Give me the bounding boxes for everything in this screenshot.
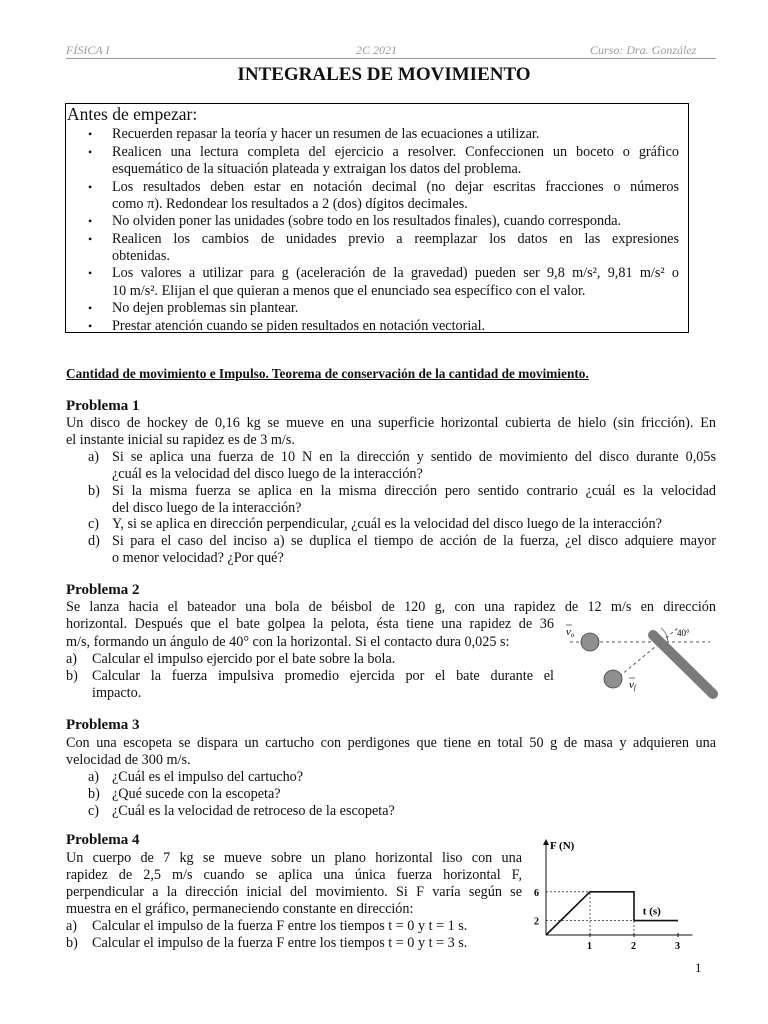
- intro-item-line: esquemático de la situación plateada y extraigan los datos del problema.: [112, 161, 522, 177]
- bullet-icon: •: [88, 127, 93, 141]
- x-tick-label: 3: [675, 941, 680, 952]
- intro-item-line: No olviden poner las unidades (sobre todo en los resultados finales), cuando corresponda.: [112, 213, 622, 229]
- intro-heading: Antes de empezar:: [67, 104, 198, 124]
- statement-line: perpendicular a la dirección inicial del movimiento. Si F varía según se: [66, 884, 522, 900]
- page-title: INTEGRALES DE MOVIMIENTO: [237, 64, 531, 85]
- item-label: a): [66, 651, 78, 667]
- force-time-chart: [520, 835, 720, 955]
- bullet-icon: •: [88, 232, 93, 246]
- statement-line: horizontal. Después que el bate golpea la pelota, ésta tiene una rapidez de 36: [66, 616, 554, 632]
- item-line: Calcular el impulso ejercido por el bate sobre la bola.: [92, 651, 396, 667]
- item-label: d): [88, 533, 100, 549]
- item-line: ¿Cuál es la velocidad de retroceso de la escopeta?: [112, 803, 395, 819]
- x-tick-label: 1: [587, 941, 592, 952]
- item-label: c): [88, 516, 100, 532]
- problem1-title: Problema 1: [66, 398, 140, 414]
- bat-shape: [653, 635, 713, 694]
- header-rule: [66, 58, 716, 59]
- item-line: Y, si se aplica en dirección perpendicular, ¿cuál es la velocidad del disco luego de la interacción?: [112, 516, 662, 532]
- statement-line: el instante inicial su rapidez es de 3 m/s.: [66, 432, 295, 448]
- intro-item-line: obtenidas.: [112, 248, 170, 264]
- y-axis-label: F (N): [550, 840, 575, 852]
- item-line: o menor velocidad? ¿Por qué?: [112, 550, 284, 566]
- intro-item-line: Los resultados deben estar en notación decimal (no dejar escritas fracciones o números: [112, 179, 679, 195]
- statement-line: Se lanza hacia el bateador una bola de béisbol de 120 g, con una rapidez de 12 m/s en dirección: [66, 599, 716, 615]
- header-teacher: Curso: Dra. González: [590, 43, 697, 57]
- bullet-icon: •: [88, 145, 93, 159]
- bullet-icon: •: [88, 180, 93, 194]
- item-label: b): [66, 668, 78, 684]
- item-line: Calcular el impulso de la fuerza F entre los tiempos t = 0 y t = 1 s.: [92, 918, 468, 934]
- y-tick-label: 2: [534, 916, 539, 928]
- item-line: del disco luego de la interacción?: [112, 500, 302, 516]
- item-line: ¿Cuál es el impulso del cartucho?: [112, 769, 304, 785]
- y-tick-label: 6: [534, 887, 539, 899]
- item-line: impacto.: [92, 685, 142, 701]
- item-label: c): [88, 803, 100, 819]
- item-label: a): [66, 918, 78, 934]
- item-label: b): [66, 935, 78, 951]
- item-line: Si se aplica una fuerza de 10 N en la dirección y sentido de movimiento del disco durante 0,05s: [112, 449, 716, 465]
- intro-item-line: Realicen los cambios de unidades previo a reemplazar los datos en las expresiones: [112, 231, 679, 247]
- item-label: a): [88, 769, 100, 785]
- ball-initial: [581, 633, 599, 651]
- statement-line: Con una escopeta se dispara un cartucho con perdigones que tiene en total 50 g de masa y adquieren una: [66, 735, 716, 751]
- item-line: ¿Qué sucede con la escopeta?: [112, 786, 281, 802]
- statement-line: muestra en el gráfico, permaneciendo constante en dirección:: [66, 901, 414, 917]
- page-number: 1: [695, 960, 702, 975]
- intro-item-line: como π). Redondear los resultados a 2 (dos) dígitos decimales.: [112, 196, 468, 212]
- item-line: Si para el caso del inciso a) se duplica el tiempo de acción de la fuerza, ¿el disco adquiere mayor: [112, 533, 716, 549]
- v-initial-label: vo: [566, 626, 575, 639]
- intro-item-line: No dejen problemas sin plantear.: [112, 300, 299, 316]
- section-title: Cantidad de movimiento e Impulso. Teorema de conservación de la cantidad de movimiento.: [66, 366, 589, 381]
- item-label: b): [88, 786, 100, 802]
- item-label: a): [88, 449, 100, 465]
- problem3-title: Problema 3: [66, 717, 140, 733]
- statement-line: rapidez de 2,5 m/s cuando se aplica una única fuerza horizontal F,: [66, 867, 522, 883]
- problem4-title: Problema 4: [66, 832, 140, 848]
- x-tick-label: 2: [631, 941, 636, 952]
- intro-item-line: Realicen una lectura completa del ejercicio a resolver. Confeccionen un boceto o gráfico: [112, 144, 679, 160]
- bullet-icon: •: [88, 301, 93, 315]
- angle-label: 40°: [677, 628, 690, 638]
- y-axis-arrow-icon: [543, 839, 549, 845]
- statement-line: m/s, formando un ángulo de 40° con la horizontal. Si el contacto dura 0,025 s:: [66, 634, 510, 650]
- header-period: 2C 2021: [356, 43, 398, 57]
- header-course: FÍSICA I: [66, 43, 110, 57]
- intro-item-line: Recuerden repasar la teoría y hacer un resumen de las ecuaciones a utilizar.: [112, 126, 540, 142]
- item-line: ¿cuál es la velocidad del disco luego de la interacción?: [112, 466, 423, 482]
- bullet-icon: •: [88, 214, 93, 228]
- baseball-figure: [560, 618, 720, 718]
- bullet-icon: •: [88, 319, 93, 333]
- intro-item-line: Los valores a utilizar para g (aceleración de la gravedad) pueden ser 9,8 m/s², 9,81 m/s² o: [112, 265, 679, 281]
- item-line: Calcular el impulso de la fuerza F entre los tiempos t = 0 y t = 3 s.: [92, 935, 468, 951]
- statement-line: Un cuerpo de 7 kg se mueve sobre un plano horizontal liso con una: [66, 850, 522, 866]
- item-line: Si la misma fuerza se aplica en la misma dirección pero sentido contrario ¿cuál es la velocidad: [112, 483, 716, 499]
- bullet-icon: •: [88, 266, 93, 280]
- statement-line: Un disco de hockey de 0,16 kg se mueve en una superficie horizontal cubierta de hielo (sin fricción). En: [66, 415, 716, 431]
- ball-final: [604, 670, 622, 688]
- item-line: Calcular la fuerza impulsiva promedio ejercida por el bate durante el: [92, 668, 554, 684]
- intro-item-line: Prestar atención cuando se piden resultados en notación vectorial.: [112, 318, 486, 334]
- statement-line: velocidad de 300 m/s.: [66, 752, 191, 768]
- v-final-label: vf: [629, 679, 636, 692]
- x-axis-label: t (s): [642, 905, 661, 918]
- intro-item-line: 10 m/s². Elijan el que quieran a menos que el enunciado sea específico con el valor.: [112, 283, 586, 299]
- problem2-title: Problema 2: [66, 582, 140, 598]
- item-label: b): [88, 483, 100, 499]
